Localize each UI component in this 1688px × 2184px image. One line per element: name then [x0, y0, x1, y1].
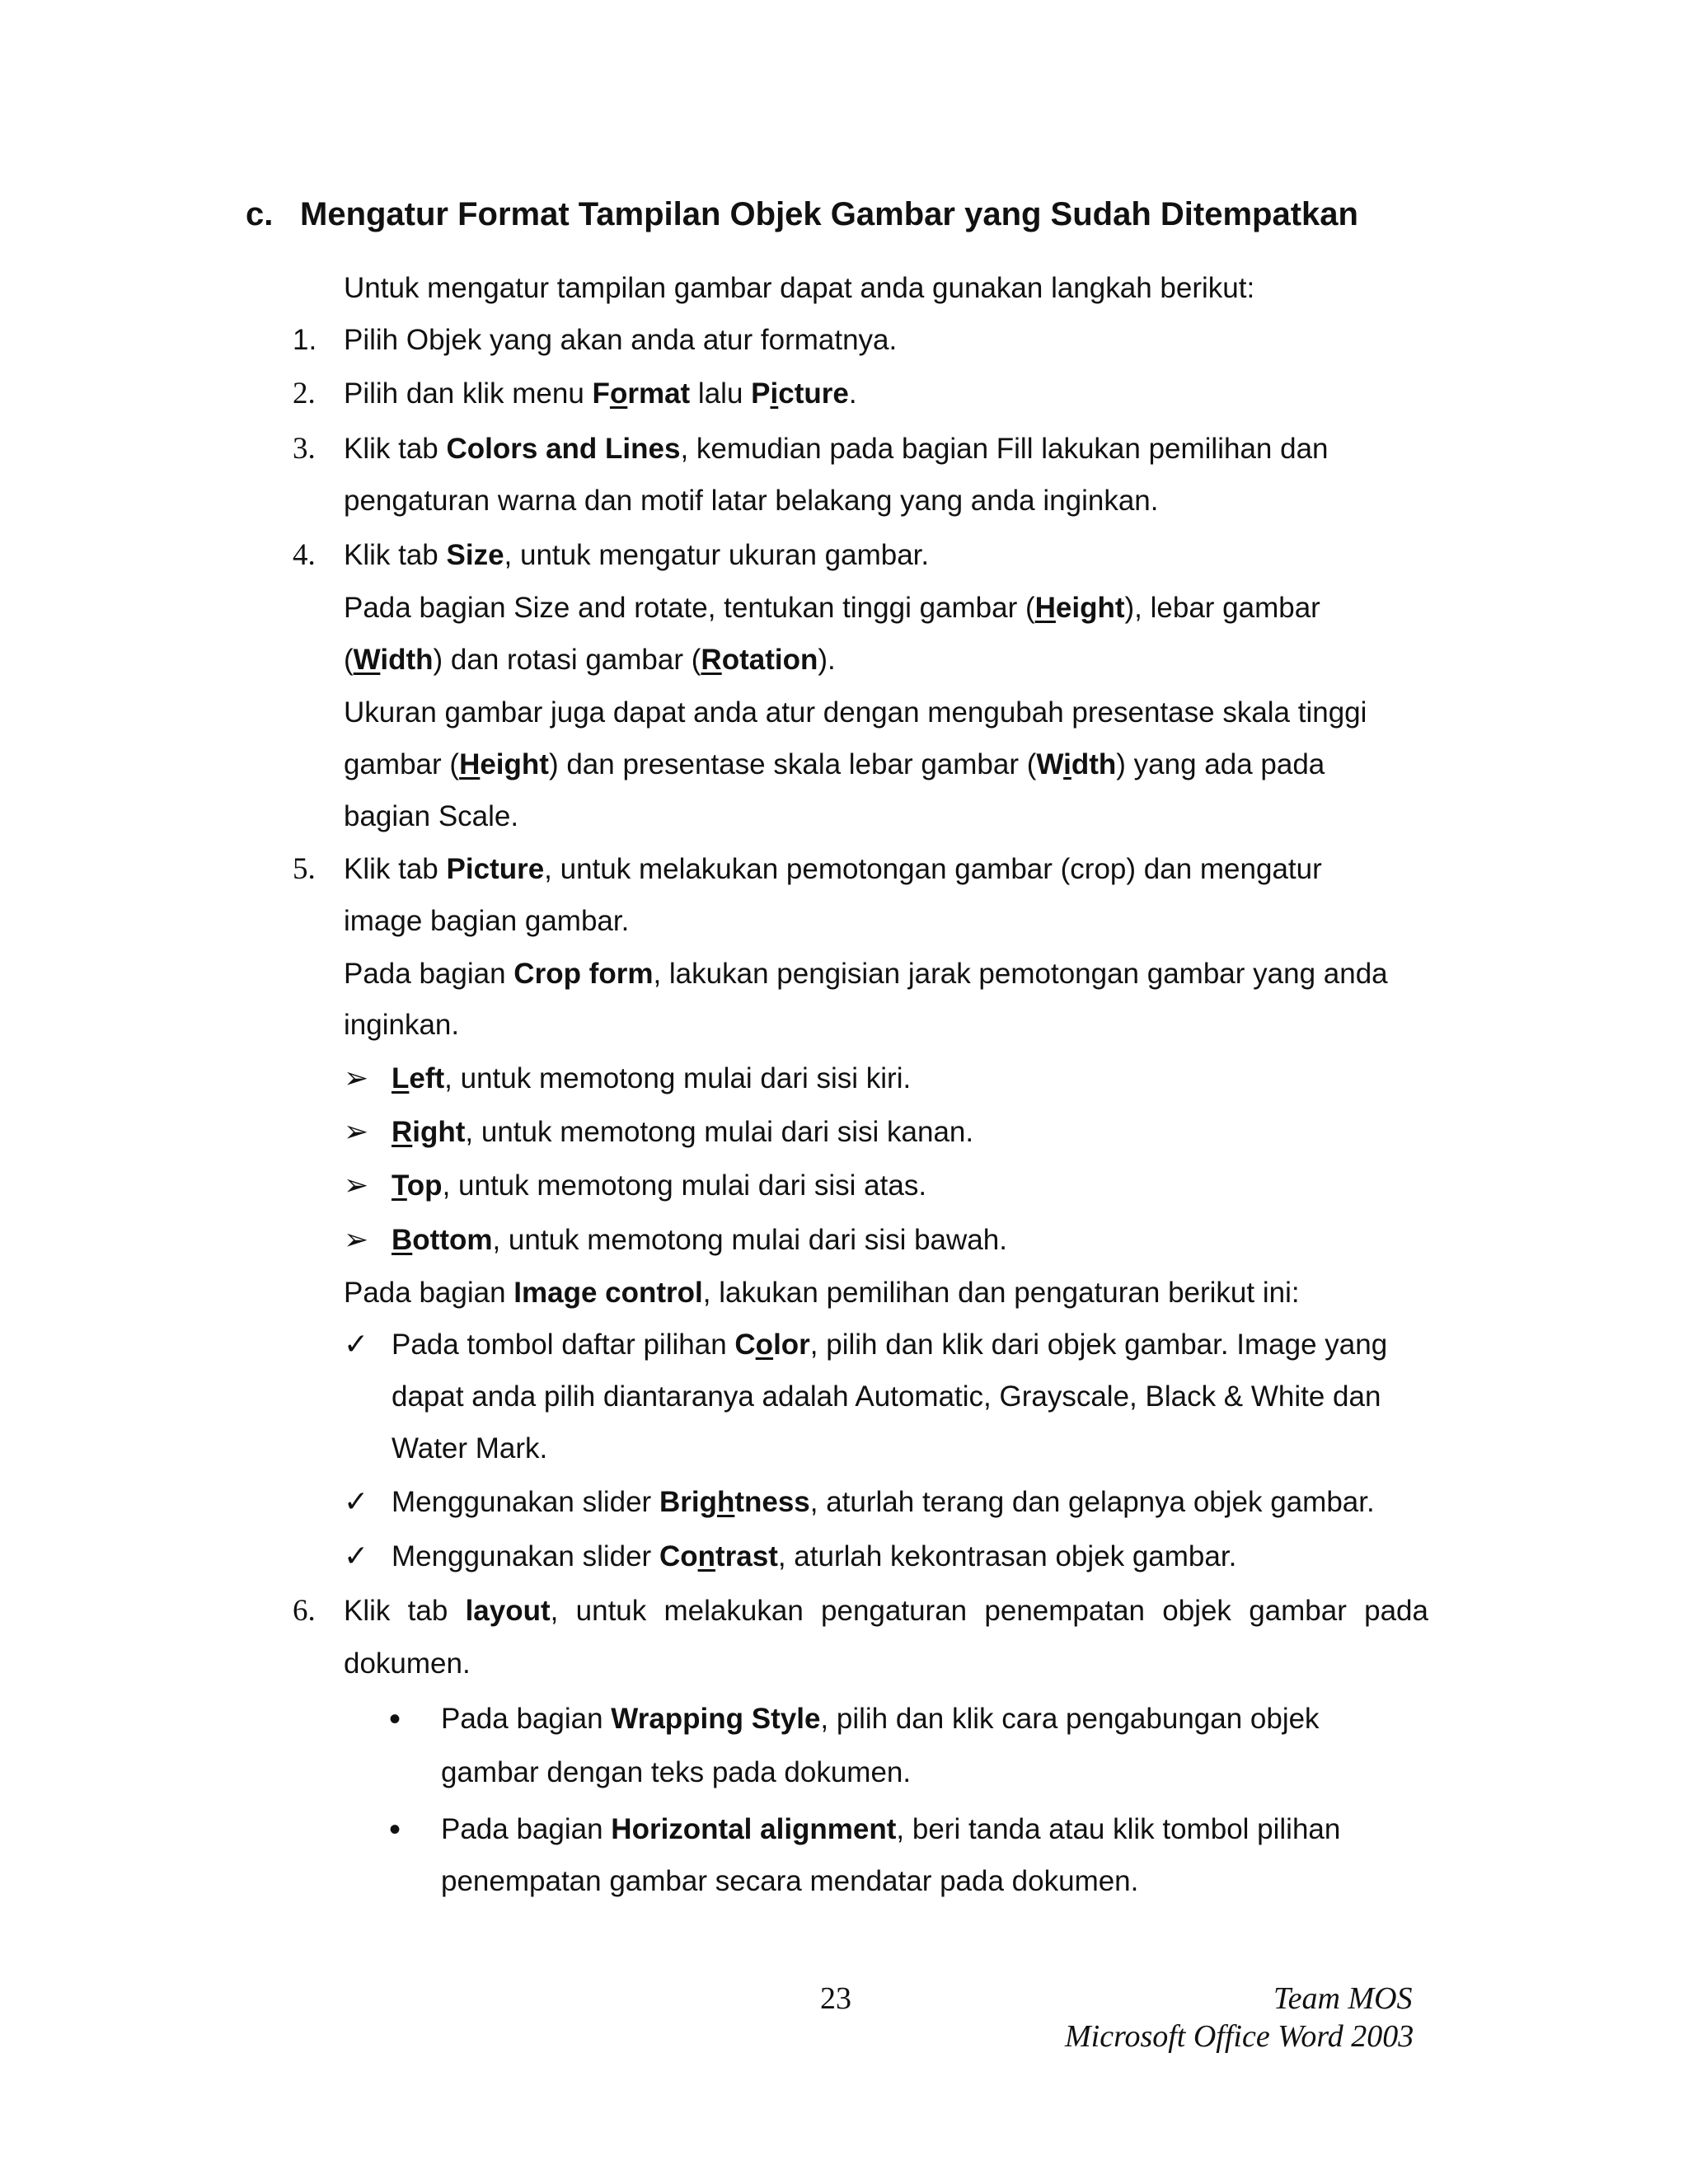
bullet-item-continued: penempatan gambar secara mendatar pada dokumen. — [441, 1865, 1139, 1897]
step-text: Klik tab layout, untuk melakukan pengaturan penempatan objek gambar pada — [344, 1595, 1428, 1627]
crop-paragraph: Pada bagian Crop form, lakukan pengisian jarak pemotongan gambar yang anda — [344, 958, 1388, 990]
bullet-item-continued: gambar dengan teks pada dokumen. — [441, 1756, 912, 1788]
check-item: Pada tombol daftar pilihan Color, pilih dan klik dari objek gambar. Image yang — [392, 1329, 1388, 1361]
step-text-continued: image bagian gambar. — [344, 905, 630, 937]
step-paragraph: Pada bagian Size and rotate, tentukan tinggi gambar (Height), lebar gambar — [344, 592, 1320, 624]
crop-item: Top, untuk memotong mulai dari sisi atas. — [392, 1169, 927, 1202]
step-number: 6. — [293, 1594, 316, 1628]
section-label: c. — [246, 196, 274, 232]
step-text: Klik tab Colors and Lines, kemudian pada bagian Fill lakukan pemilihan dan — [344, 433, 1329, 465]
check-item-continued: dapat anda pilih diantaranya adalah Automatic, Grayscale, Black & White dan — [392, 1380, 1381, 1413]
check-item-continued: Water Mark. — [392, 1432, 548, 1465]
crop-item: Right, untuk memotong mulai dari sisi kanan. — [392, 1116, 974, 1148]
step-number: 2. — [293, 377, 316, 410]
check-icon: ✓ — [344, 1485, 369, 1519]
step-text: Pilih Objek yang akan anda atur formatnya. — [344, 324, 898, 356]
check-icon: ✓ — [344, 1540, 369, 1573]
bullet-icon: • — [389, 1811, 401, 1848]
section-title: Mengatur Format Tampilan Objek Gambar yang Sudah Ditempatkan — [300, 196, 1358, 232]
bullet-icon: • — [389, 1701, 401, 1737]
footer-team: Team MOS — [1273, 1981, 1413, 2016]
step-paragraph: gambar (Height) dan presentase skala lebar gambar (Width) yang ada pada — [344, 748, 1325, 780]
image-control-paragraph: Pada bagian Image control, lakukan pemilihan dan pengaturan berikut ini: — [344, 1277, 1300, 1309]
check-item: Menggunakan slider Brightness, aturlah terang dan gelapnya objek gambar. — [392, 1486, 1375, 1518]
step-text: Klik tab Picture, untuk melakukan pemotongan gambar (crop) dan mengatur — [344, 853, 1322, 885]
crop-paragraph-continued: inginkan. — [344, 1009, 460, 1041]
step-text-continued: dokumen. — [344, 1647, 471, 1680]
step-paragraph: Ukuran gambar juga dapat anda atur dengan mengubah presentase skala tinggi — [344, 696, 1367, 729]
section-heading — [246, 196, 1358, 233]
step-number: 1. — [293, 324, 317, 356]
step-text: Klik tab Size, untuk mengatur ukuran gambar. — [344, 539, 930, 571]
bullet-item: Pada bagian Horizontal alignment, beri tanda atau klik tombol pilihan — [441, 1813, 1341, 1845]
bullet-item: Pada bagian Wrapping Style, pilih dan klik cara pengabungan objek — [441, 1703, 1320, 1735]
arrow-bullet-icon: ➢ — [344, 1169, 369, 1202]
intro-text: Untuk mengatur tampilan gambar dapat anda gunakan langkah berikut: — [344, 272, 1255, 304]
check-icon: ✓ — [344, 1328, 369, 1361]
step-paragraph: bagian Scale. — [344, 800, 519, 832]
arrow-bullet-icon: ➢ — [344, 1223, 369, 1257]
crop-item: Bottom, untuk memotong mulai dari sisi bawah. — [392, 1224, 1007, 1256]
check-item: Menggunakan slider Contrast, aturlah kekontrasan objek gambar. — [392, 1540, 1237, 1572]
step-number: 3. — [293, 432, 316, 466]
step-text: Pilih dan klik menu Format lalu Picture. — [344, 377, 857, 410]
step-text-continued: pengaturan warna dan motif latar belakang yang anda inginkan. — [344, 485, 1159, 517]
arrow-bullet-icon: ➢ — [344, 1115, 369, 1149]
step-number: 4. — [293, 538, 316, 572]
arrow-bullet-icon: ➢ — [344, 1062, 369, 1095]
page-number: 23 — [820, 1981, 851, 2016]
step-paragraph: (Width) dan rotasi gambar (Rotation). — [344, 644, 836, 676]
step-number: 5. — [293, 852, 316, 886]
footer-product: Microsoft Office Word 2003 — [1065, 2019, 1414, 2054]
crop-item: Left, untuk memotong mulai dari sisi kiri. — [392, 1062, 912, 1094]
